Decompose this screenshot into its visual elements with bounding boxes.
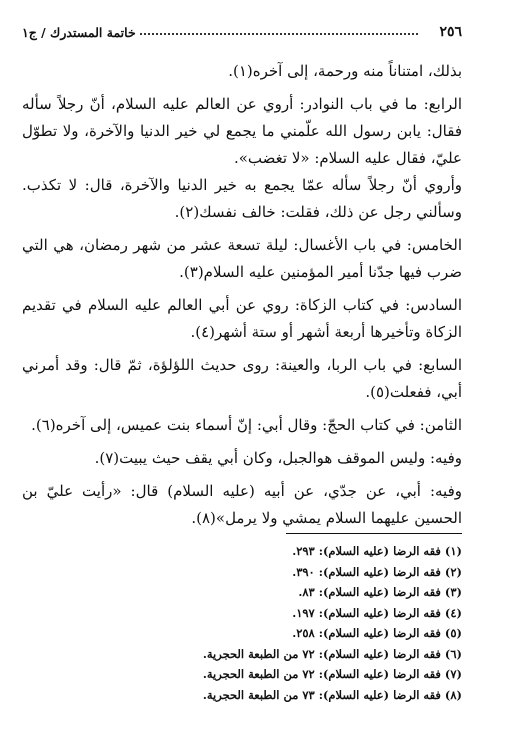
footnote: (٦) فقه الرضا (عليه السلام): ٧٢ من الطبعة الحجرية. [202, 646, 462, 661]
footnote: (٧) فقه الرضا (عليه السلام): ٧٢ من الطبعة الحجرية. [202, 667, 462, 681]
paragraph: وفيه: وليس الموقف هوالجبل، وكان أبي يقف حيث يبيت(٧). [94, 449, 462, 467]
header-dotted-leader [140, 33, 418, 35]
footnote: (٢) فقه الرضا (عليه السلام): ٣٩٠. [292, 564, 462, 579]
paragraph: وفيه: أبي، عن جدّي، عن أبيه (عليه السلام) قال: «رأيت عليّ بن الحسين عليهما السلام يمشي ولا يرمل»(٨). [22, 482, 462, 527]
footnote: (٤) فقه الرضا (عليه السلام): ١٩٧. [292, 605, 462, 620]
paragraph: السابع: في باب الربا، والعينة: روى حديث اللؤلؤة، ثمّ قال: وقد أمرني أبي، ففعلت(٥). [22, 356, 462, 401]
paragraph: بذلك، امتناناً منه ورحمة، إلى آخره(١). [228, 62, 462, 80]
footnotes [150, 541, 462, 705]
paragraph: الخامس: في باب الأغسال: ليلة تسعة عشر من شهر رمضان، هي التي ضرب فيها جدّنا أمير المؤمنين عليه السلام(٣). [22, 236, 462, 281]
running-title: خاتمة المستدرك / ج١ [22, 25, 136, 40]
footnote: (٣) فقه الرضا (عليه السلام): ٨٣. [298, 585, 462, 599]
main-text [22, 58, 462, 532]
page-number: ٢٥٦ [439, 24, 462, 40]
footnote: (٥) فقه الرضا (عليه السلام): ٢٥٨. [292, 626, 462, 640]
paragraph: الرابع: ما في باب النوادر: أروي عن العالم عليه السلام، أنّ رجلاً سأله فقال: يابن رسول الله علّمني ما يجمع لي خير الدنيا والآخرة، ولا تطوّل عليّ، فقال عليه السلام: «لا تغضب». [22, 95, 462, 167]
running-header [22, 22, 462, 46]
paragraph: وأروي أنّ رجلاً سأله عمّا يجمع به خير الدنيا والآخرة، قال: لا تكذب. وسألني رجل عن ذلك، فقلت: خالف نفسك(٢). [22, 176, 462, 221]
footnote: (٨) فقه الرضا (عليه السلام): ٧٣ من الطبعة الحجرية. [202, 687, 462, 702]
footnote: (١) فقه الرضا (عليه السلام): ٢٩٣. [292, 544, 462, 558]
paragraph: السادس: في كتاب الزكاة: روي عن أبي العالم عليه السلام في تقديم الزكاة وتأخيرها أربعة أشهر أو ستة أشهر(٤). [22, 296, 462, 341]
footnote-separator [286, 533, 462, 534]
paragraph: الثامن: في كتاب الحجّ: وقال أبي: إنّ أسماء بنت عميس، إلى آخره(٦). [31, 416, 462, 434]
